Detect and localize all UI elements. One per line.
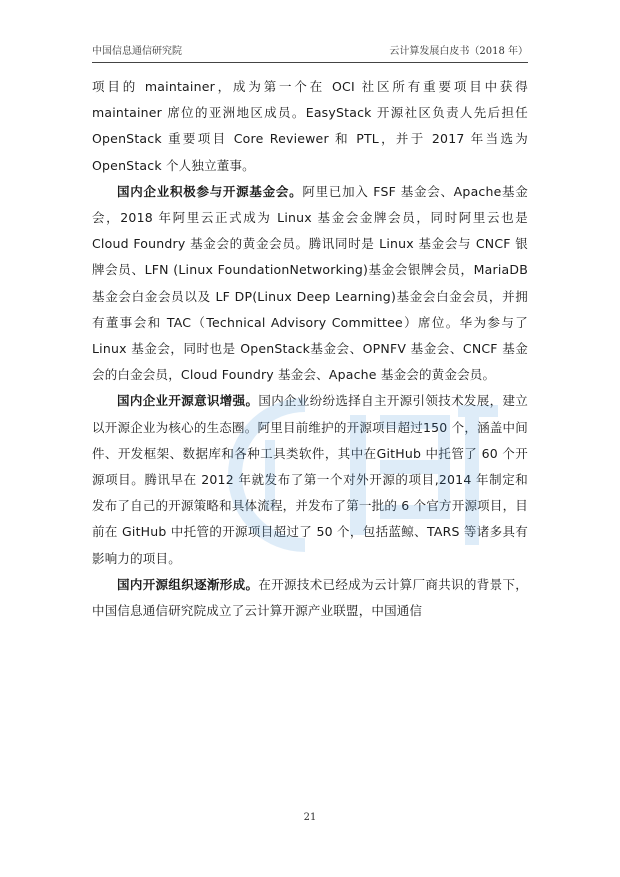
header-organization: 中国信息通信研究院 [92,46,182,57]
paragraph-2-text: 阿里已加入 FSF 基金会、Apache基金会，2018 年阿里云正式成为 Linux 基金会金牌会员，同时阿里云也是 Cloud Foundry 基金会的黄金会员。腾讯同时是 Linux 基金会与 CNCF 银牌会员、LFN (Linux FoundationNetworking)基金会银牌会员，MariaDB 基金会白金会员以及 LF DP(Linux Deep Learning)基金会白金会员，并拥有董事会和 TAC（Technical Advisory Committee）席位。华为参与了 Linux 基金会，同时也是 OpenStack基金会、OPNFV 基金会、CNCF 基金会的白金会员，Cloud Foundry 基金会、Apache 基金会的黄金会员。 [92,183,528,383]
paragraph-1-text: 项目的 maintainer，成为第一个在 OCI 社区所有重要项目中获得maintainer 席位的亚洲地区成员。EasyStack 开源社区负责人先后担任 OpenStack 重要项目 Core Reviewer 和 PTL，并于 2017 年当选为OpenStack 个人独立董事。 [92,79,528,173]
page-header [92,40,528,63]
paragraph-3-text: 国内企业纷纷选择自主开源引领技术发展，建立以开源企业为核心的生态圈。阿里目前维护的开源项目超过150 个，涵盖中间件、开发框架、数据库和各种工具类软件，其中在GitHub 中托管了 60 个开源项目。腾讯早在 2012 年就发布了第一个对外开源的项目,2014 年制定和发布了自己的开源策略和具体流程，并发布了第一批的 6 个官方开源项目，目前在 GitHub 中托管的开源项目超过了 50 个，包括蓝鲸、TARS 等诸多具有影响力的项目。 [92,393,529,566]
header-document-title: 云计算发展白皮书（2018 年） [389,46,528,57]
page-number: 21 [303,812,317,823]
paragraph-3 [92,388,528,571]
body-text [92,74,528,624]
paragraph-3-lead: 国内企业开源意识增强。 [117,393,259,409]
paragraph-4-lead: 国内开源组织逐渐形成。 [117,576,259,592]
paragraph-2-lead: 国内企业积极参与开源基金会。 [117,183,303,199]
paragraph-2 [92,179,528,389]
paragraph-1 [92,74,528,179]
paragraph-4-text: 在开源技术已经成为云计算厂商共识的背景下，中国信息通信研究院成立了云计算开源产业联盟，中国通信 [92,576,529,619]
paragraph-4 [92,572,528,624]
